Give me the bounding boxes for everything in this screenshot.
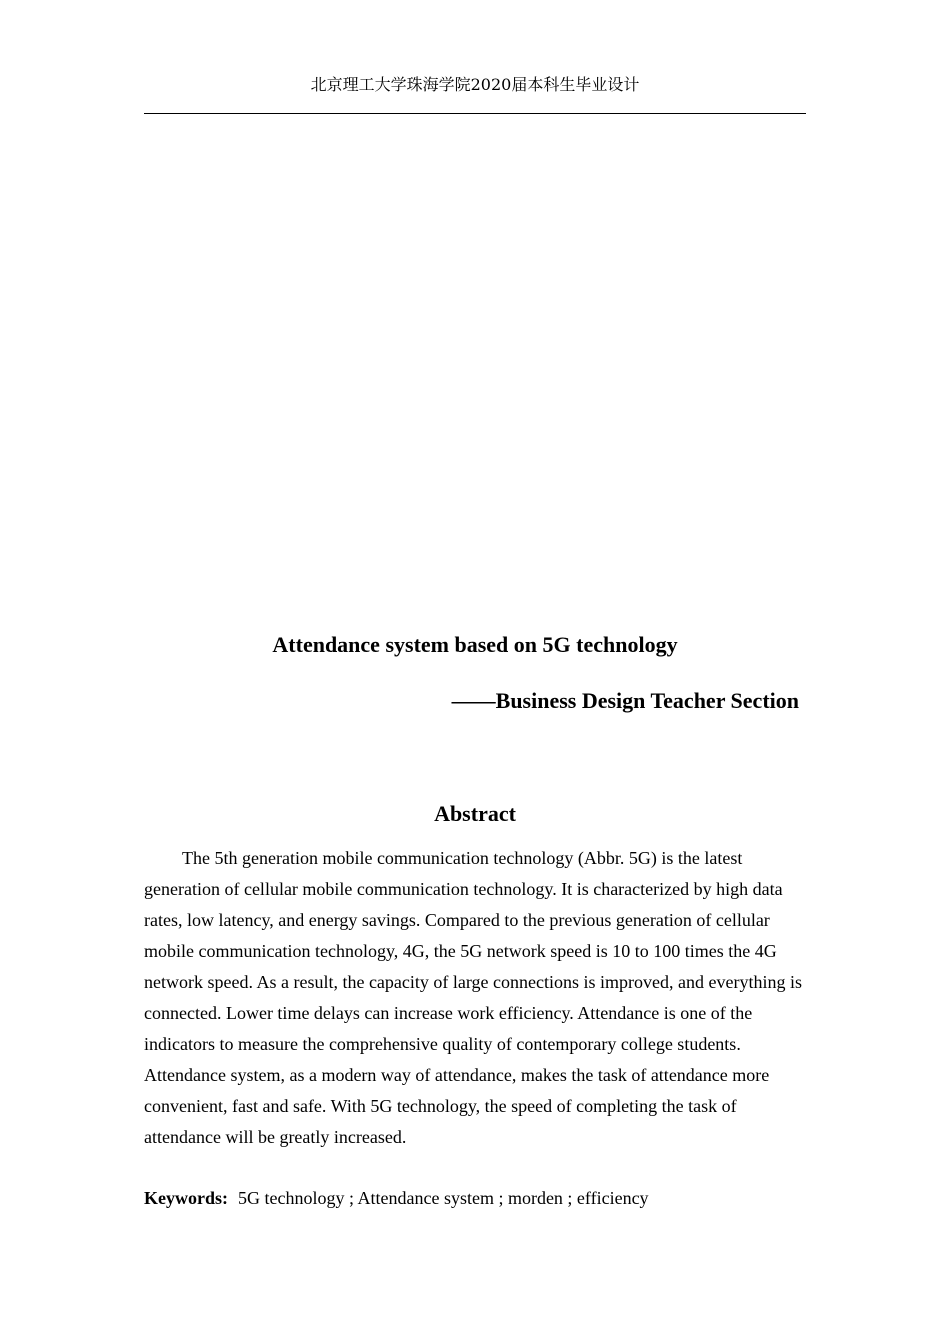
document-subtitle: ——Business Design Teacher Section [451,688,799,713]
page-header: 北京理工大学珠海学院2020届本科生毕业设计 [310,75,640,94]
header-divider [144,113,806,114]
abstract-body: The 5th generation mobile communication technology (Abbr. 5G) is the latest generation of cellular mobile communication technology. It is characterized by high data rates, low latency, and energy savings. Compared to the previous generation of cellular mobile communication technology, 4G, the 5G network speed is 10 to 100 times the 4G network speed. As a result, the capacity of large connections is improved, and everything is connected. Lower time delays can increase work efficiency. Attendance is one of the indicators to measure the comprehensive quality of contemporary college students. Attendance system, as a modern way of attendance, makes the task of attendance more convenient, fast and safe. With 5G technology, the speed of completing the task of attendance will be greatly increased. [144,848,802,1147]
abstract-heading: Abstract [434,801,516,826]
keywords-value: 5G technology ; Attendance system ; morden ; efficiency [238,1188,649,1208]
document-title: Attendance system based on 5G technology [272,632,678,657]
keywords-label: Keywords: [144,1188,228,1208]
keywords-line [144,1183,806,1214]
